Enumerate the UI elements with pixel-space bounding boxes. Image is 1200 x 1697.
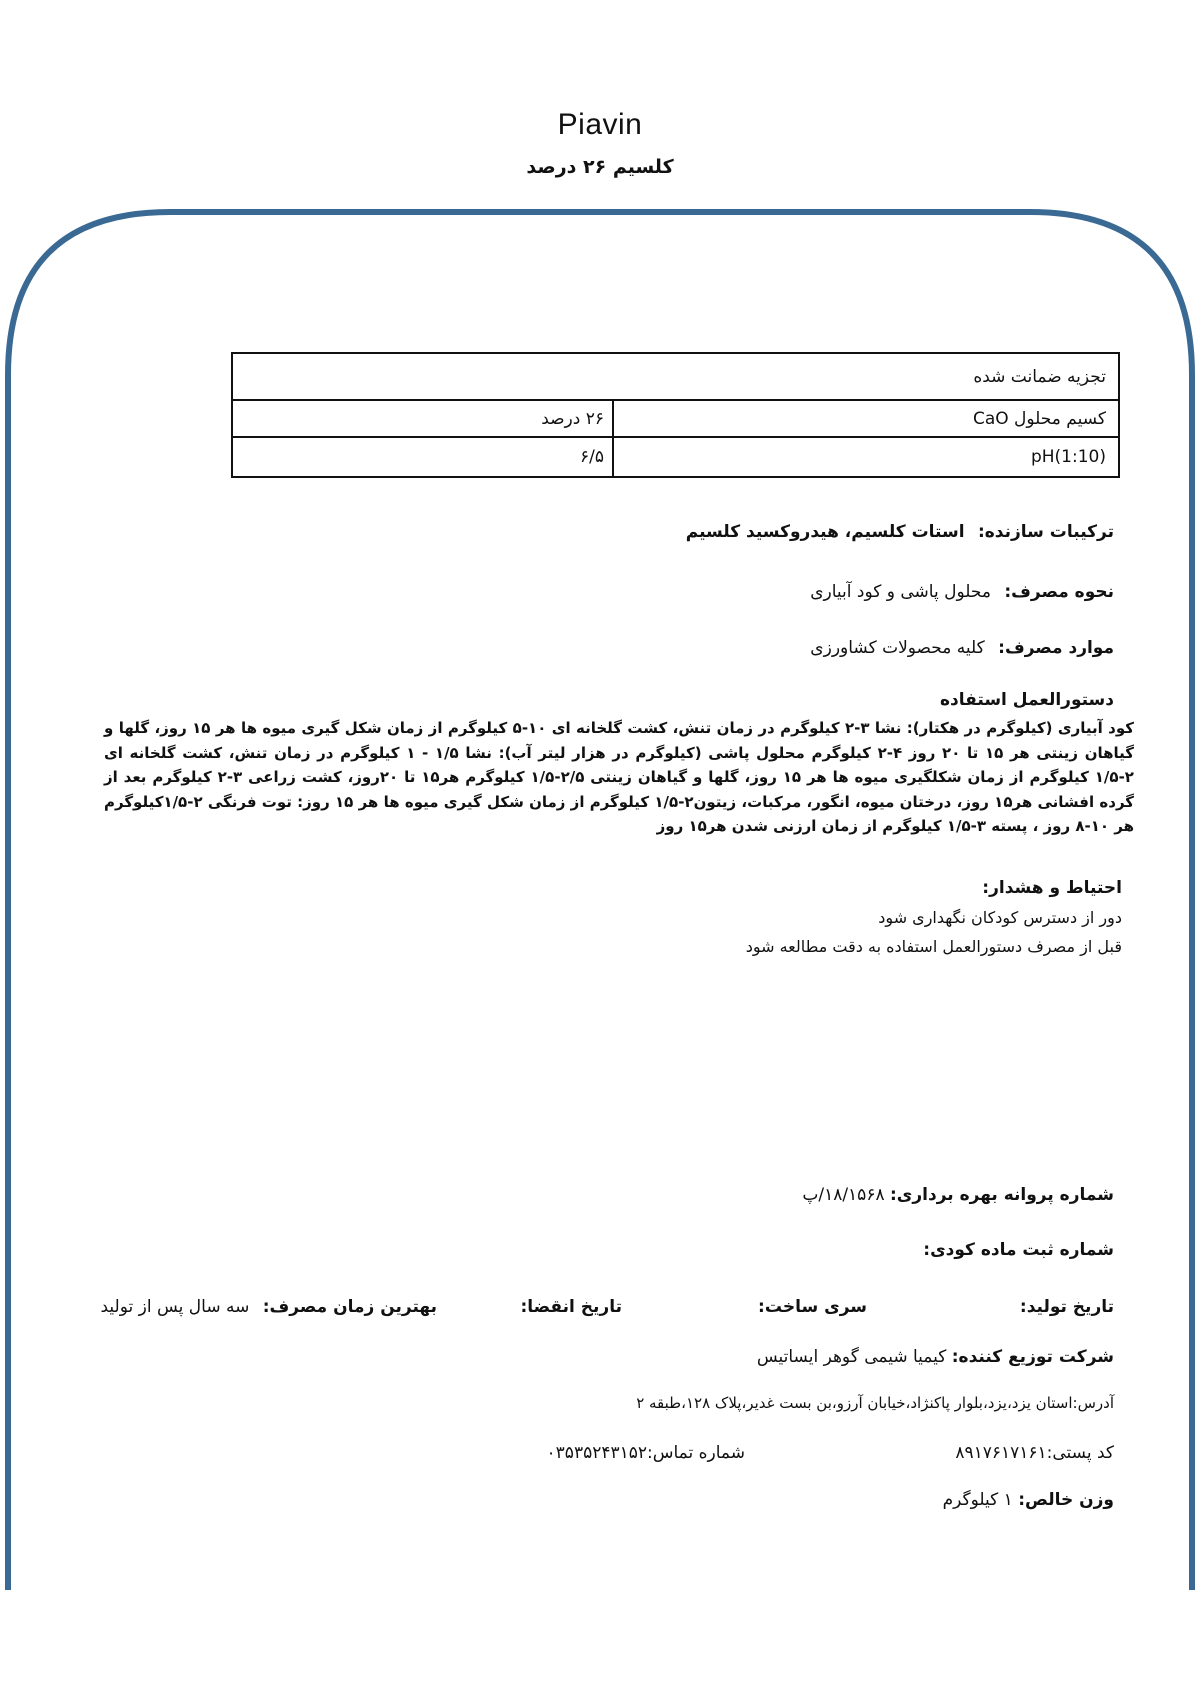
- best-use-value: سه سال پس از تولید: [100, 1297, 250, 1317]
- phone-line: [547, 1443, 745, 1463]
- instructions-paragraph: کود آبیاری (کیلوگرم در هکتار): نشا ۳-۲ کیلوگرم در زمان تنش، کشت گلخانه ای ۱۰-۵ کیلوگرم از زمان شکل گیری میوه ها هر ۱۵ روز، گلها و گیاهان زینتی هر ۱۵ تا ۲۰ روز ۴-۲ کیلوگرم محلول پاشی (کیلوگرم در هزار لیتر آب): نشا ۱/۵ - ۱ کیلوگرم در زمان تنش، کشت گلخانه ای ۲-۱/۵ کیلوگرم از زمان شکلگیری میوه ها هر ۱۵ روز، گلها و گیاهان زینتی ۲/۵-۱/۵ کیلوگرم هر۱۵ تا ۲۰روز، کشت زراعی ۳-۲ کیلوگرم بعد از گرده افشانی هر۱۵ روز، درختان میوه، انگور، مرکبات، زیتون۲-۱/۵ کیلوگرم از زمان شکل گیری میوه ها هر ۱۵ روز: توت فرنگی ۲-۱/۵کیلوگرم هر ۱۰-۸ روز ، پسته ۳-۱/۵ کیلوگرم از زمان ارزنی شدن هر۱۵ روز: [104, 719, 1135, 835]
- warning-line: قبل از مصرف دستورالعمل استفاده به دقت مطالعه شود: [745, 937, 1122, 956]
- phone-label: شماره تماس:: [647, 1443, 745, 1463]
- address-value: استان یزد،یزد،بلوار پاکنژاد،خیابان آرزو،بن بست غدیر،پلاک ۱۲۸،طبقه ۲: [636, 1394, 1073, 1412]
- distributor-line: [757, 1347, 1114, 1367]
- guarantee-value: [233, 438, 614, 476]
- guarantee-heading: تجزیه ضمانت شده: [973, 366, 1106, 387]
- guarantee-row: [233, 438, 1118, 476]
- guarantee-value-text: ۶/۵: [580, 447, 604, 467]
- instructions-heading: دستورالعمل استفاده: [940, 690, 1114, 710]
- postal-label: کد پستی:: [1046, 1443, 1114, 1463]
- expiry-label: [521, 1297, 623, 1317]
- batch-text: سری ساخت:: [758, 1297, 867, 1317]
- product-title: Piavin: [557, 108, 643, 141]
- guarantee-param: کسیم محلول CaO: [612, 401, 1118, 436]
- registration-label: شماره ثبت ماده کودی:: [923, 1240, 1114, 1260]
- usage-cases-label: موارد مصرف:: [998, 638, 1114, 658]
- address-line: [636, 1394, 1114, 1412]
- product-subtitle: کلسیم ۲۶ درصد: [526, 156, 674, 178]
- expiry-text: تاریخ انقضا:: [520, 1297, 622, 1317]
- weight-line: [943, 1490, 1114, 1510]
- warnings-heading: احتیاط و هشدار:: [982, 878, 1122, 898]
- distributor-label: شرکت توزیع کننده:: [951, 1347, 1114, 1367]
- instructions-text: [104, 716, 1134, 839]
- distributor-value: کیمیا شیمی گوهر ایساتیس: [756, 1347, 947, 1367]
- composition-label: ترکیبات سازنده:: [977, 522, 1114, 542]
- warning-line: دور از دسترس کودکان نگهداری شود: [878, 908, 1122, 927]
- license-line: [802, 1185, 1114, 1205]
- weight-label: وزن خالص:: [1018, 1490, 1114, 1510]
- registration-line: [923, 1240, 1114, 1260]
- batch-label: [758, 1297, 867, 1317]
- guarantee-heading-row: [233, 354, 1118, 401]
- phone-value: ۰۳۵۳۵۲۴۳۱۵۲: [546, 1443, 647, 1463]
- best-use-label: بهترین زمان مصرف:: [262, 1297, 437, 1317]
- usage-method-value: محلول پاشی و کود آبیاری: [810, 582, 991, 602]
- usage-cases-line: [810, 638, 1114, 658]
- usage-method-line: [810, 582, 1114, 602]
- postal-line: [955, 1443, 1114, 1463]
- usage-method-label: نحوه مصرف:: [1004, 582, 1114, 602]
- address-label: آدرس:: [1072, 1394, 1114, 1412]
- best-use-line: [101, 1297, 438, 1317]
- production-date-label: [1020, 1297, 1114, 1317]
- guarantee-row: [233, 401, 1118, 438]
- postal-value: ۸۹۱۷۶۱۷۱۶۱: [955, 1443, 1047, 1463]
- guarantee-value-text: ۲۶ درصد: [541, 408, 604, 429]
- guarantee-value: [233, 401, 614, 436]
- license-label: شماره پروانه بهره برداری:: [889, 1185, 1114, 1205]
- composition-value: استات کلسیم، هیدروکسید کلسیم: [685, 522, 965, 542]
- guarantee-param: (1:10)pH: [612, 438, 1118, 476]
- composition-line: [686, 522, 1114, 542]
- usage-cases-value: کلیه محصولات کشاورزی: [810, 638, 985, 658]
- weight-value: ۱ کیلوگرم: [942, 1490, 1013, 1510]
- production-date-text: تاریخ تولید:: [1019, 1297, 1114, 1317]
- guarantee-table: [231, 352, 1120, 478]
- license-value: ۱۸/۱۵۶۸/پ: [802, 1185, 885, 1205]
